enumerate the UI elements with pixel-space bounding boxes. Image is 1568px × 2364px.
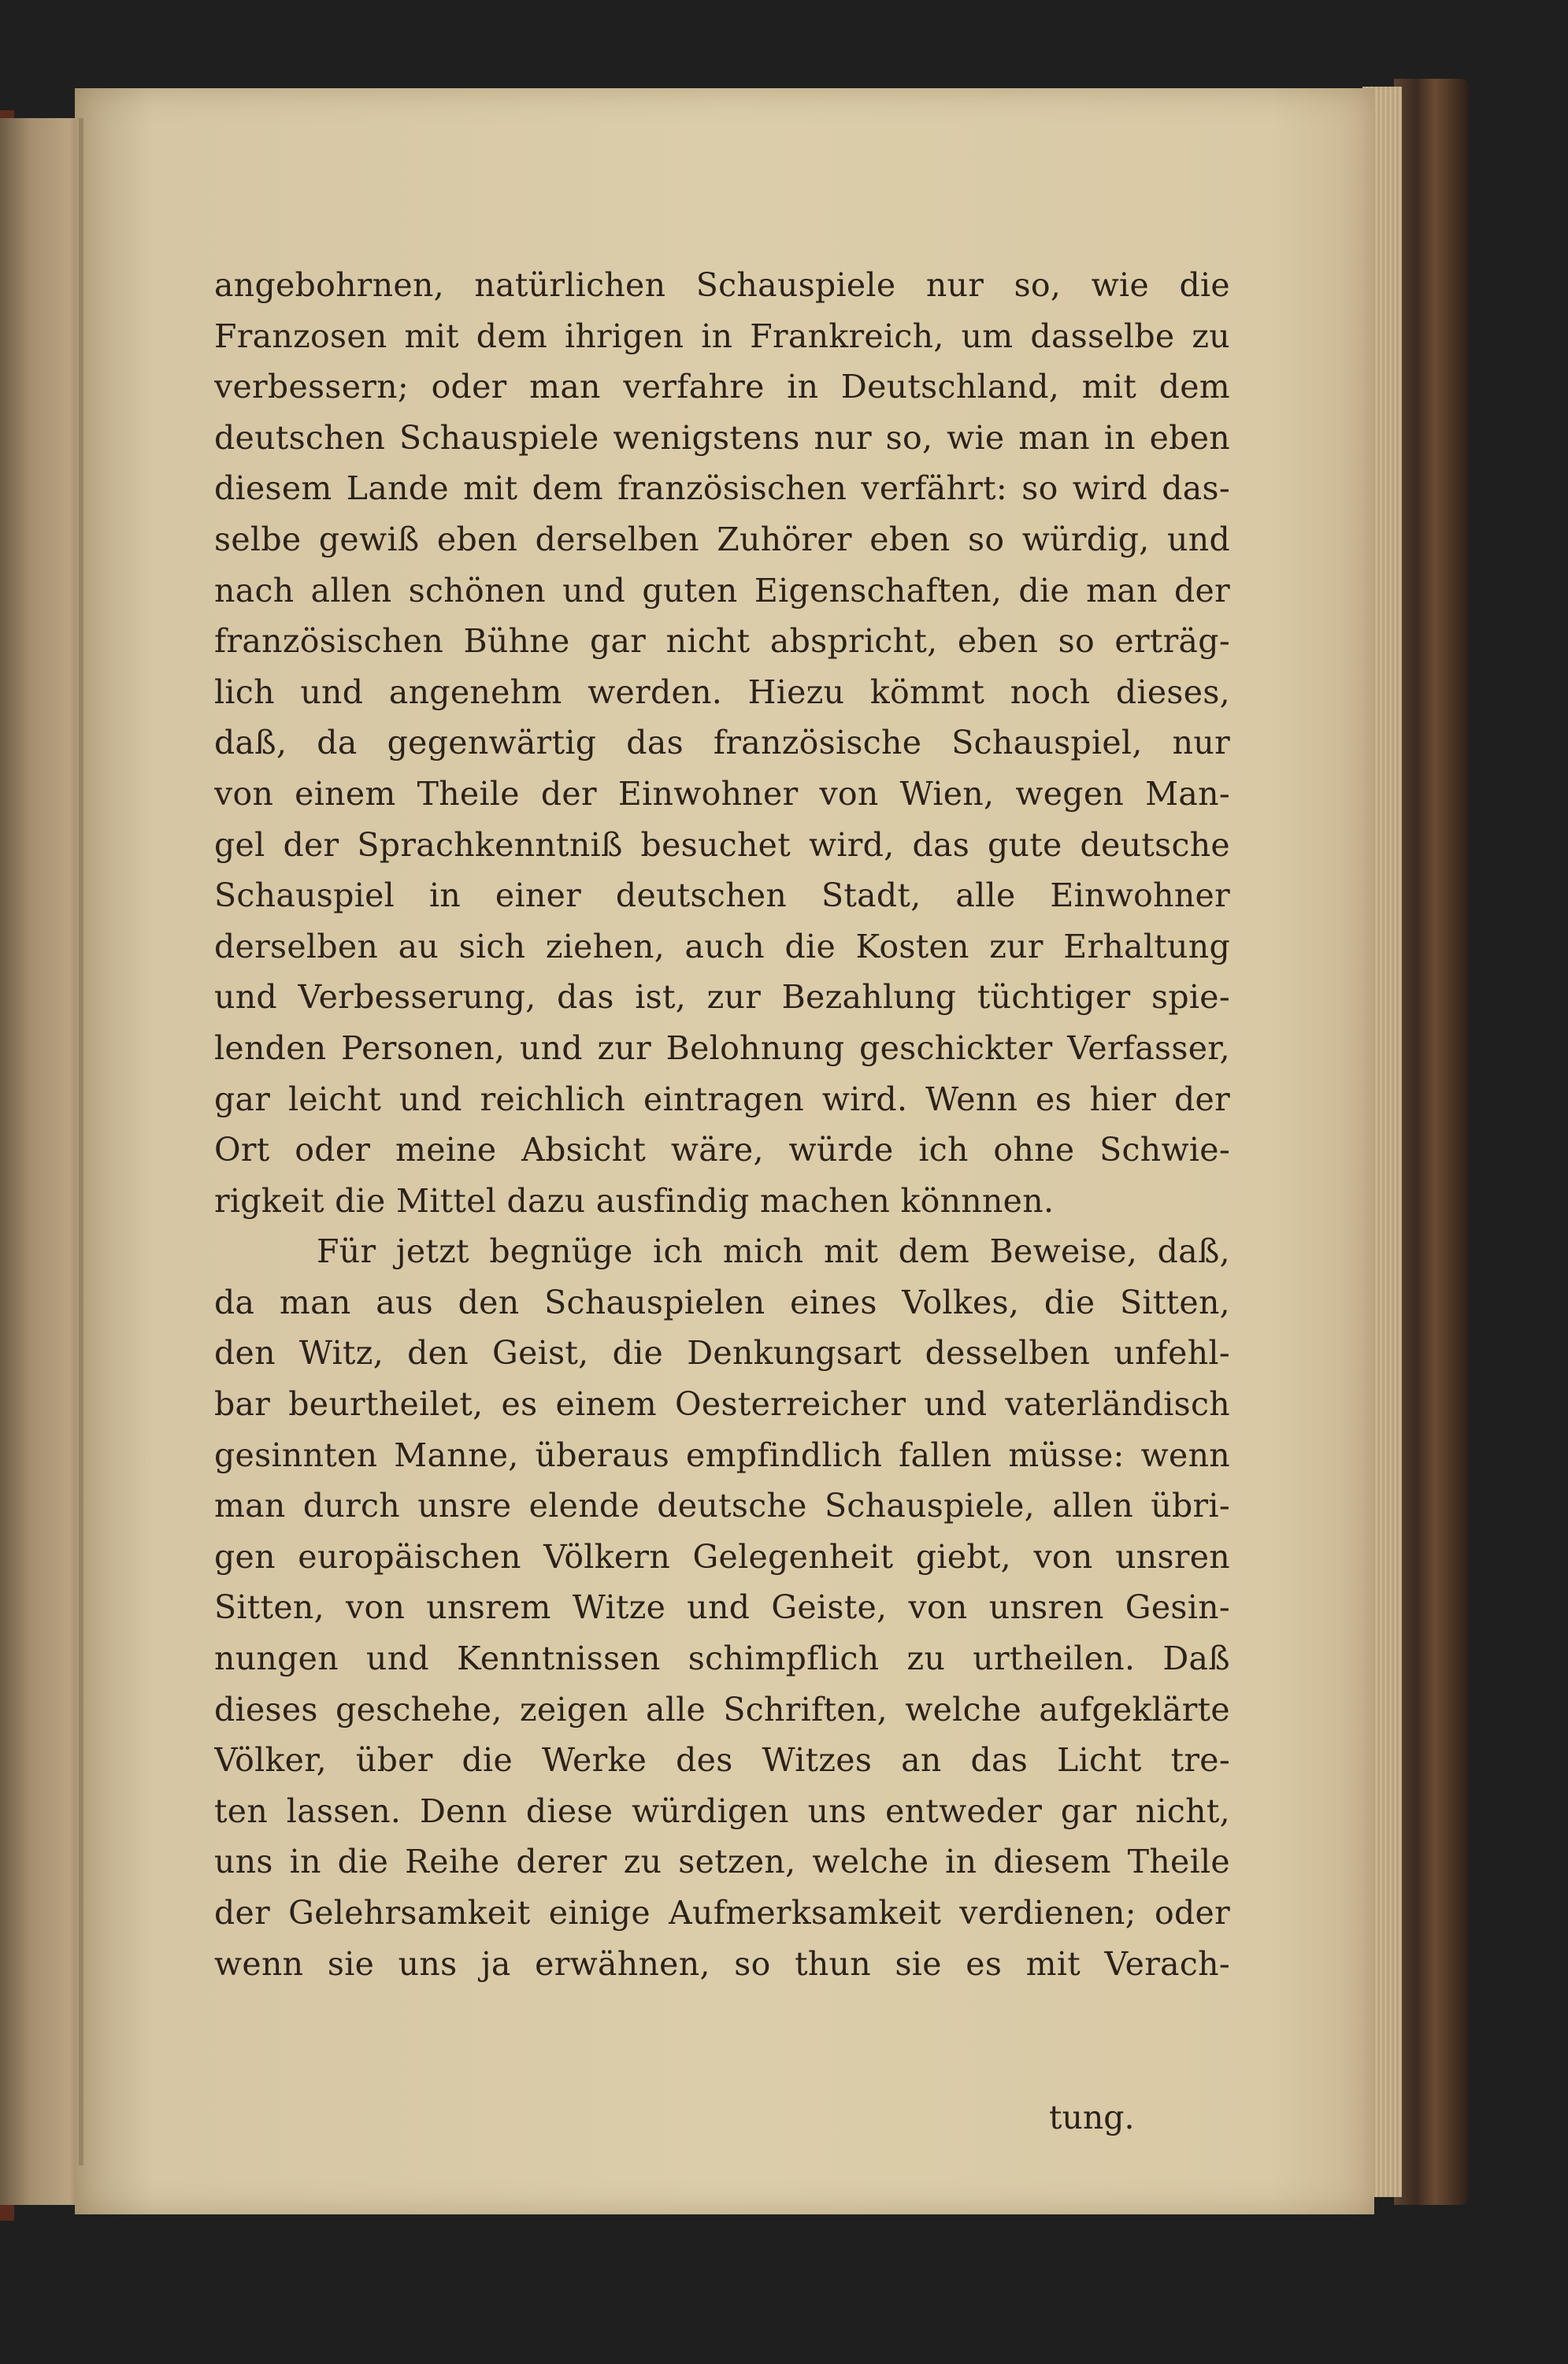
text-line: bar beurtheilet, es einem Oesterreicher und vaterländisch <box>214 1385 1230 1424</box>
text-line: Für jetzt begnüge ich mich mit dem Beweise, daß, <box>317 1232 1230 1271</box>
text-line: derselben au sich ziehen, auch die Kosten zur Erhaltung <box>214 927 1230 965</box>
text-line: Schauspiel in einer deutschen Stadt, alle Einwohner <box>214 876 1230 915</box>
text-line: den Witz, den Geist, die Denkungsart desselben unfehl- <box>214 1334 1230 1373</box>
text-line: Ort oder meine Absicht wäre, würde ich ohne Schwie- <box>214 1131 1230 1169</box>
text-line: gar leicht und reichlich eintragen wird. Wenn es hier der <box>214 1080 1230 1118</box>
gutter-shadow <box>79 118 83 2166</box>
text-line: man durch unsre elende deutsche Schauspiele, allen übri- <box>214 1487 1230 1525</box>
text-line: diesem Lande mit dem französischen verfährt: so wird das- <box>214 469 1230 508</box>
page-text <box>214 260 1230 1989</box>
text-line: ten lassen. Denn diese würdigen uns entweder gar nicht, <box>214 1792 1230 1830</box>
right-book-cover <box>1394 79 1469 2205</box>
text-line: gel der Sprachkenntniß besuchet wird, das gute deutsche <box>214 825 1230 864</box>
text-line: Sitten, von unsrem Witze und Geiste, von unsren Gesin- <box>214 1588 1230 1627</box>
text-line: französischen Bühne gar nicht abspricht, eben so erträg- <box>214 622 1230 661</box>
text-line: von einem Theile der Einwohner von Wien, wegen Man- <box>214 774 1230 813</box>
text-line: lich und angenehm werden. Hiezu kömmt noch dieses, <box>214 673 1230 711</box>
text-line: Völker, über die Werke des Witzes an das Licht tre- <box>214 1741 1230 1780</box>
text-line: uns in die Reihe derer zu setzen, welche in diesem Theile <box>214 1843 1230 1881</box>
text-line: angebohrnen, natürlichen Schauspiele nur so, wie die <box>214 266 1230 304</box>
text-line: und Verbesserung, das ist, zur Bezahlung tüchtiger spie- <box>214 978 1230 1017</box>
text-line: da man aus den Schauspielen eines Volkes, die Sitten, <box>214 1283 1230 1321</box>
text-line: gesinnten Manne, überaus empfindlich fallen müsse: wenn <box>214 1436 1230 1474</box>
text-line: nungen und Kenntnissen schimpflich zu urtheilen. Daß <box>214 1640 1230 1678</box>
text-line: der Gelehrsamkeit einige Aufmerksamkeit verdienen; oder <box>214 1894 1230 1932</box>
catchword: tung. <box>1049 2099 1135 2136</box>
left-facing-page <box>0 118 87 2205</box>
text-line: selbe gewiß eben derselben Zuhörer eben so würdig, und <box>214 520 1230 558</box>
text-line: wenn sie uns ja erwähnen, so thun sie es mit Verach- <box>214 1944 1230 1983</box>
text-line: verbessern; oder man verfahre in Deutschland, mit dem <box>214 368 1230 406</box>
text-line: deutschen Schauspiele wenigstens nur so, wie man in eben <box>214 418 1230 457</box>
text-line: gen europäischen Völkern Gelegenheit giebt, von unsren <box>214 1537 1230 1576</box>
text-line: Franzosen mit dem ihrigen in Frankreich, um dasselbe zu <box>214 317 1230 355</box>
text-line: lenden Personen, und zur Belohnung geschickter Verfasser, <box>214 1028 1230 1067</box>
text-line: rigkeit die Mittel dazu ausfindig machen könnnen. <box>214 1181 1055 1220</box>
text-line: nach allen schönen und guten Eigenschaften, die man der <box>214 571 1230 610</box>
text-line: daß, da gegenwärtig das französische Schauspiel, nur <box>214 724 1230 762</box>
text-line: dieses geschehe, zeigen alle Schriften, welche aufgeklärte <box>214 1690 1230 1729</box>
